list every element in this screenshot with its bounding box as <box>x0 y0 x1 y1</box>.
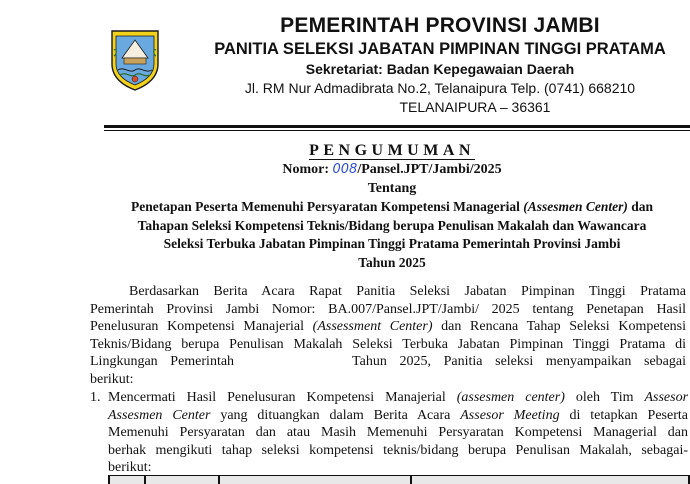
announcement-heading: PENGUMUMAN <box>309 142 475 159</box>
letterhead-government-name: PEMERINTAH PROVINSI JAMBI <box>280 14 600 37</box>
letterhead-secretariat: Sekretariat: Badan Kepegawaian Daerah <box>305 61 575 77</box>
announcement-number: Nomor: 008/Pansel.JPT/Jambi/2025 <box>282 162 502 177</box>
letterhead-committee-name: PANITIA SELEKSI JABATAN PIMPINAN TINGGI PRATAMA <box>214 40 666 58</box>
letterhead <box>200 12 680 117</box>
announcement-subject: Penetapan Peserta Memenuhi Persyaratan Kompetensi Managerial (Assesmen Center) dan Tahapan Seleksi Kompetensi Teknis/Bidang berupa Penulisan Makalah dan Wawancara Seleksi Terbuka Jabatan Pimpinan Tinggi Pratama Pemerintah Provinsi Jambi Tahun 2025 <box>131 199 653 270</box>
document-page: PEMERINTAH PROVINSI JAMBI PANITIA SELEKSI JABATAN PIMPINAN TINGGI PRATAMA Sekretariat: Badan Kepegawaian Daerah Jl. RM Nur Admadibrata No.2, Telanaipura Telp. (0741) 668210 TELANAIPURA – 36361 PENGUMUMAN Nomor: 008/Pansel.JPT/Jambi/2025 Tentang Penetapan Peserta Memenuhi Persyaratan Kompetensi Managerial (Assesmen Center) dan Tahapan Seleksi Kompetensi Teknis/Bidang berupa Penulisan Makalah dan Wawancara Seleksi Terbuka Jabatan Pimpinan Tinggi Pratama Pemerintah Provinsi Jambi Tahun 2025 Berdasarkan Berita Acara Rapat Panitia Seleksi Jabatan Pimpinan Tinggi Pratama Pemerintah Provinsi Jambi Nomor: BA.007/Pansel.JPT/Jambi/ 2025 tentang Penetapan Hasil Penelusuran Kompetensi Manajerial (Assessment Center) dan Rencana Tahap Seleksi Kompetensi Teknis/Bidang berupa Penulisan Makalah Seleksi Terbuka Jabatan Pimpinan Tinggi Pratama di Lingkungan Pemerintah Tahun 2025, Panitia seleksi menyampaikan sebagai berikut: 1. Mencermati Hasil Penelusuran Kompetensi Manajerial (assesmen center) oleh Tim Assesor Assesmen Center yang dituangkan dalam Berita Acara Assesor Meeting di tetapkan Peserta Memenuhi Persyaratan dan atau Masih Memenuhi Persyaratan Kompetensi Managerial dan berhak mengikuti tahap seleksi kompetensi teknis/bidang berupa Penulisan Makalah, sebagai- berikut: <box>0 0 690 480</box>
announcement-about-label: Tentang <box>367 181 417 196</box>
opening-paragraph: Berdasarkan Berita Acara Rapat Panitia Seleksi Jabatan Pimpinan Tinggi Pratama Pemerintah Provinsi Jambi Nomor: BA.007/Pansel.JPT/Jambi/ 2025 tentang Penetapan Hasil Penelusuran Kompetensi Manajerial (Assessment Center) dan Rencana Tahap Seleksi Kompetensi Teknis/Bidang berupa Penulisan Makalah Seleksi Terbuka Jabatan Pimpinan Tinggi Pratama di Lingkungan Pemerintah Tahun 2025, Panitia seleksi menyampaikan sebagai berikut: <box>90 284 686 387</box>
letterhead-divider-thin <box>104 130 690 131</box>
list-item-number: 1. <box>90 390 101 405</box>
jambi-province-emblem-icon <box>108 28 162 92</box>
handwritten-number: 008 <box>332 162 358 177</box>
letterhead-city: TELANAIPURA – 36361 <box>399 99 551 115</box>
letterhead-divider <box>104 125 690 128</box>
letterhead-address: Jl. RM Nur Admadibrata No.2, Telanaipura Telp. (0741) 668210 <box>244 80 636 96</box>
